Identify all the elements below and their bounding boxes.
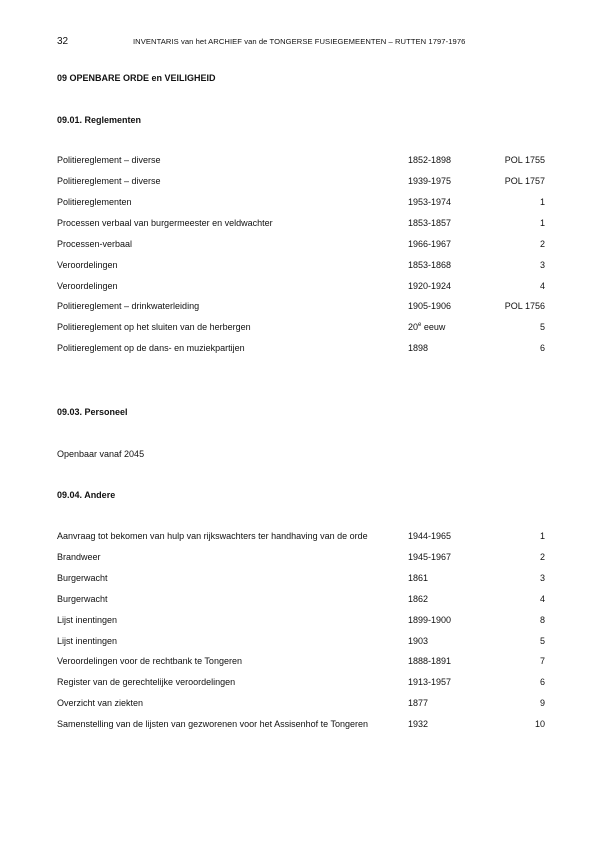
row-inventory-number: 1 [539, 218, 545, 228]
row-date [408, 322, 445, 332]
section-title-personeel: 09.03. Personeel [57, 407, 128, 417]
table-row [57, 573, 545, 587]
row-inventory-number: 2 [539, 552, 545, 562]
row-description: Overzicht van ziekten [57, 698, 144, 708]
table-row [57, 594, 545, 608]
running-header: INVENTARIS van het ARCHIEF van de TONGERSE FUSIEGEMEENTEN – RUTTEN 1797-1976 [133, 37, 466, 46]
section-personeel-note: Openbaar vanaf 2045 [57, 449, 145, 459]
table-row [57, 281, 545, 295]
table-row [57, 677, 545, 691]
row-description: Veroordelingen voor de rechtbank te Tongeren [57, 656, 242, 666]
row-date: 1899-1900 [408, 615, 452, 625]
row-date: 1966-1967 [408, 239, 452, 249]
row-description: Lijst inentingen [57, 636, 118, 646]
row-date: 1888-1891 [408, 656, 452, 666]
row-inventory-number: 1 [539, 531, 545, 541]
row-description: Politiereglement – diverse [57, 176, 161, 186]
row-description: Politiereglement – diverse [57, 155, 161, 165]
row-description: Register van de gerechtelijke veroordelingen [57, 677, 236, 687]
row-date: 1944-1965 [408, 531, 452, 541]
row-inventory-number: 9 [539, 698, 545, 708]
row-inventory-number: POL 1755 [504, 155, 545, 165]
row-description: Veroordelingen [57, 281, 118, 291]
row-date: 1939-1975 [408, 176, 452, 186]
row-inventory-number: 8 [539, 615, 545, 625]
row-description: Politiereglement op het sluiten van de herbergen [57, 322, 251, 332]
table-row [57, 656, 545, 670]
table-row [57, 636, 545, 650]
row-inventory-number: POL 1756 [504, 301, 545, 311]
row-inventory-number: 6 [539, 677, 545, 687]
row-inventory-number: 6 [539, 343, 545, 353]
row-inventory-number: 5 [539, 322, 545, 332]
row-date: 1877 [408, 698, 429, 708]
row-description: Burgerwacht [57, 594, 108, 604]
row-inventory-number: 10 [534, 719, 545, 729]
table-row [57, 260, 545, 274]
section-title-andere: 09.04. Andere [57, 490, 116, 500]
row-date: 1852-1898 [408, 155, 452, 165]
row-date-ordinal: e [418, 322, 422, 328]
table-row [57, 615, 545, 629]
row-inventory-number: POL 1757 [504, 176, 545, 186]
row-date: 1953-1974 [408, 197, 452, 207]
row-inventory-number: 3 [539, 260, 545, 270]
table-row [57, 531, 545, 545]
row-date: 1853-1868 [408, 260, 452, 270]
table-row [57, 218, 545, 232]
table-row [57, 239, 545, 253]
row-description: Brandweer [57, 552, 101, 562]
table-row [57, 719, 545, 733]
row-inventory-number: 3 [539, 573, 545, 583]
section-title-reglementen: 09.01. Reglementen [57, 115, 142, 125]
row-description: Politiereglementen [57, 197, 132, 207]
row-date: 1898 [408, 343, 429, 353]
row-date: 1903 [408, 636, 429, 646]
row-inventory-number: 4 [539, 594, 545, 604]
row-description: Processen-verbaal [57, 239, 133, 249]
row-description: Samenstelling van de lijsten van gezworenen voor het Assisenhof te Tongeren [57, 719, 369, 729]
row-description: Politiereglement op de dans- en muziekpartijen [57, 343, 245, 353]
row-date-century: 20 [408, 322, 419, 332]
row-inventory-number: 7 [539, 656, 545, 666]
row-date: 1861 [408, 573, 429, 583]
table-row [57, 698, 545, 712]
row-description: Burgerwacht [57, 573, 108, 583]
row-date: 1913-1957 [408, 677, 452, 687]
row-inventory-number: 5 [539, 636, 545, 646]
row-description: Veroordelingen [57, 260, 118, 270]
row-description: Lijst inentingen [57, 615, 118, 625]
row-date: 1853-1857 [408, 218, 452, 228]
row-inventory-number: 2 [539, 239, 545, 249]
table-row [57, 197, 545, 211]
row-date: 1920-1924 [408, 281, 452, 291]
row-date: 1945-1967 [408, 552, 452, 562]
row-date: 1862 [408, 594, 429, 604]
row-date: 1932 [408, 719, 429, 729]
table-row [57, 322, 545, 336]
row-date: 1905-1906 [408, 301, 452, 311]
table-row [57, 343, 545, 357]
table-row [57, 552, 545, 566]
page-number: 32 [57, 36, 69, 47]
table-row [57, 155, 545, 169]
chapter-title: 09 OPENBARE ORDE en VEILIGHEID [57, 73, 216, 83]
row-date-suffix: eeuw [421, 322, 446, 332]
row-inventory-number: 4 [539, 281, 545, 291]
row-inventory-number: 1 [539, 197, 545, 207]
row-description: Aanvraag tot bekomen van hulp van rijkswachters ter handhaving van de orde [57, 531, 368, 541]
row-description: Politiereglement – drinkwaterleiding [57, 301, 200, 311]
table-row [57, 176, 545, 190]
row-description: Processen verbaal van burgermeester en veldwachter [57, 218, 273, 228]
table-row [57, 301, 545, 315]
